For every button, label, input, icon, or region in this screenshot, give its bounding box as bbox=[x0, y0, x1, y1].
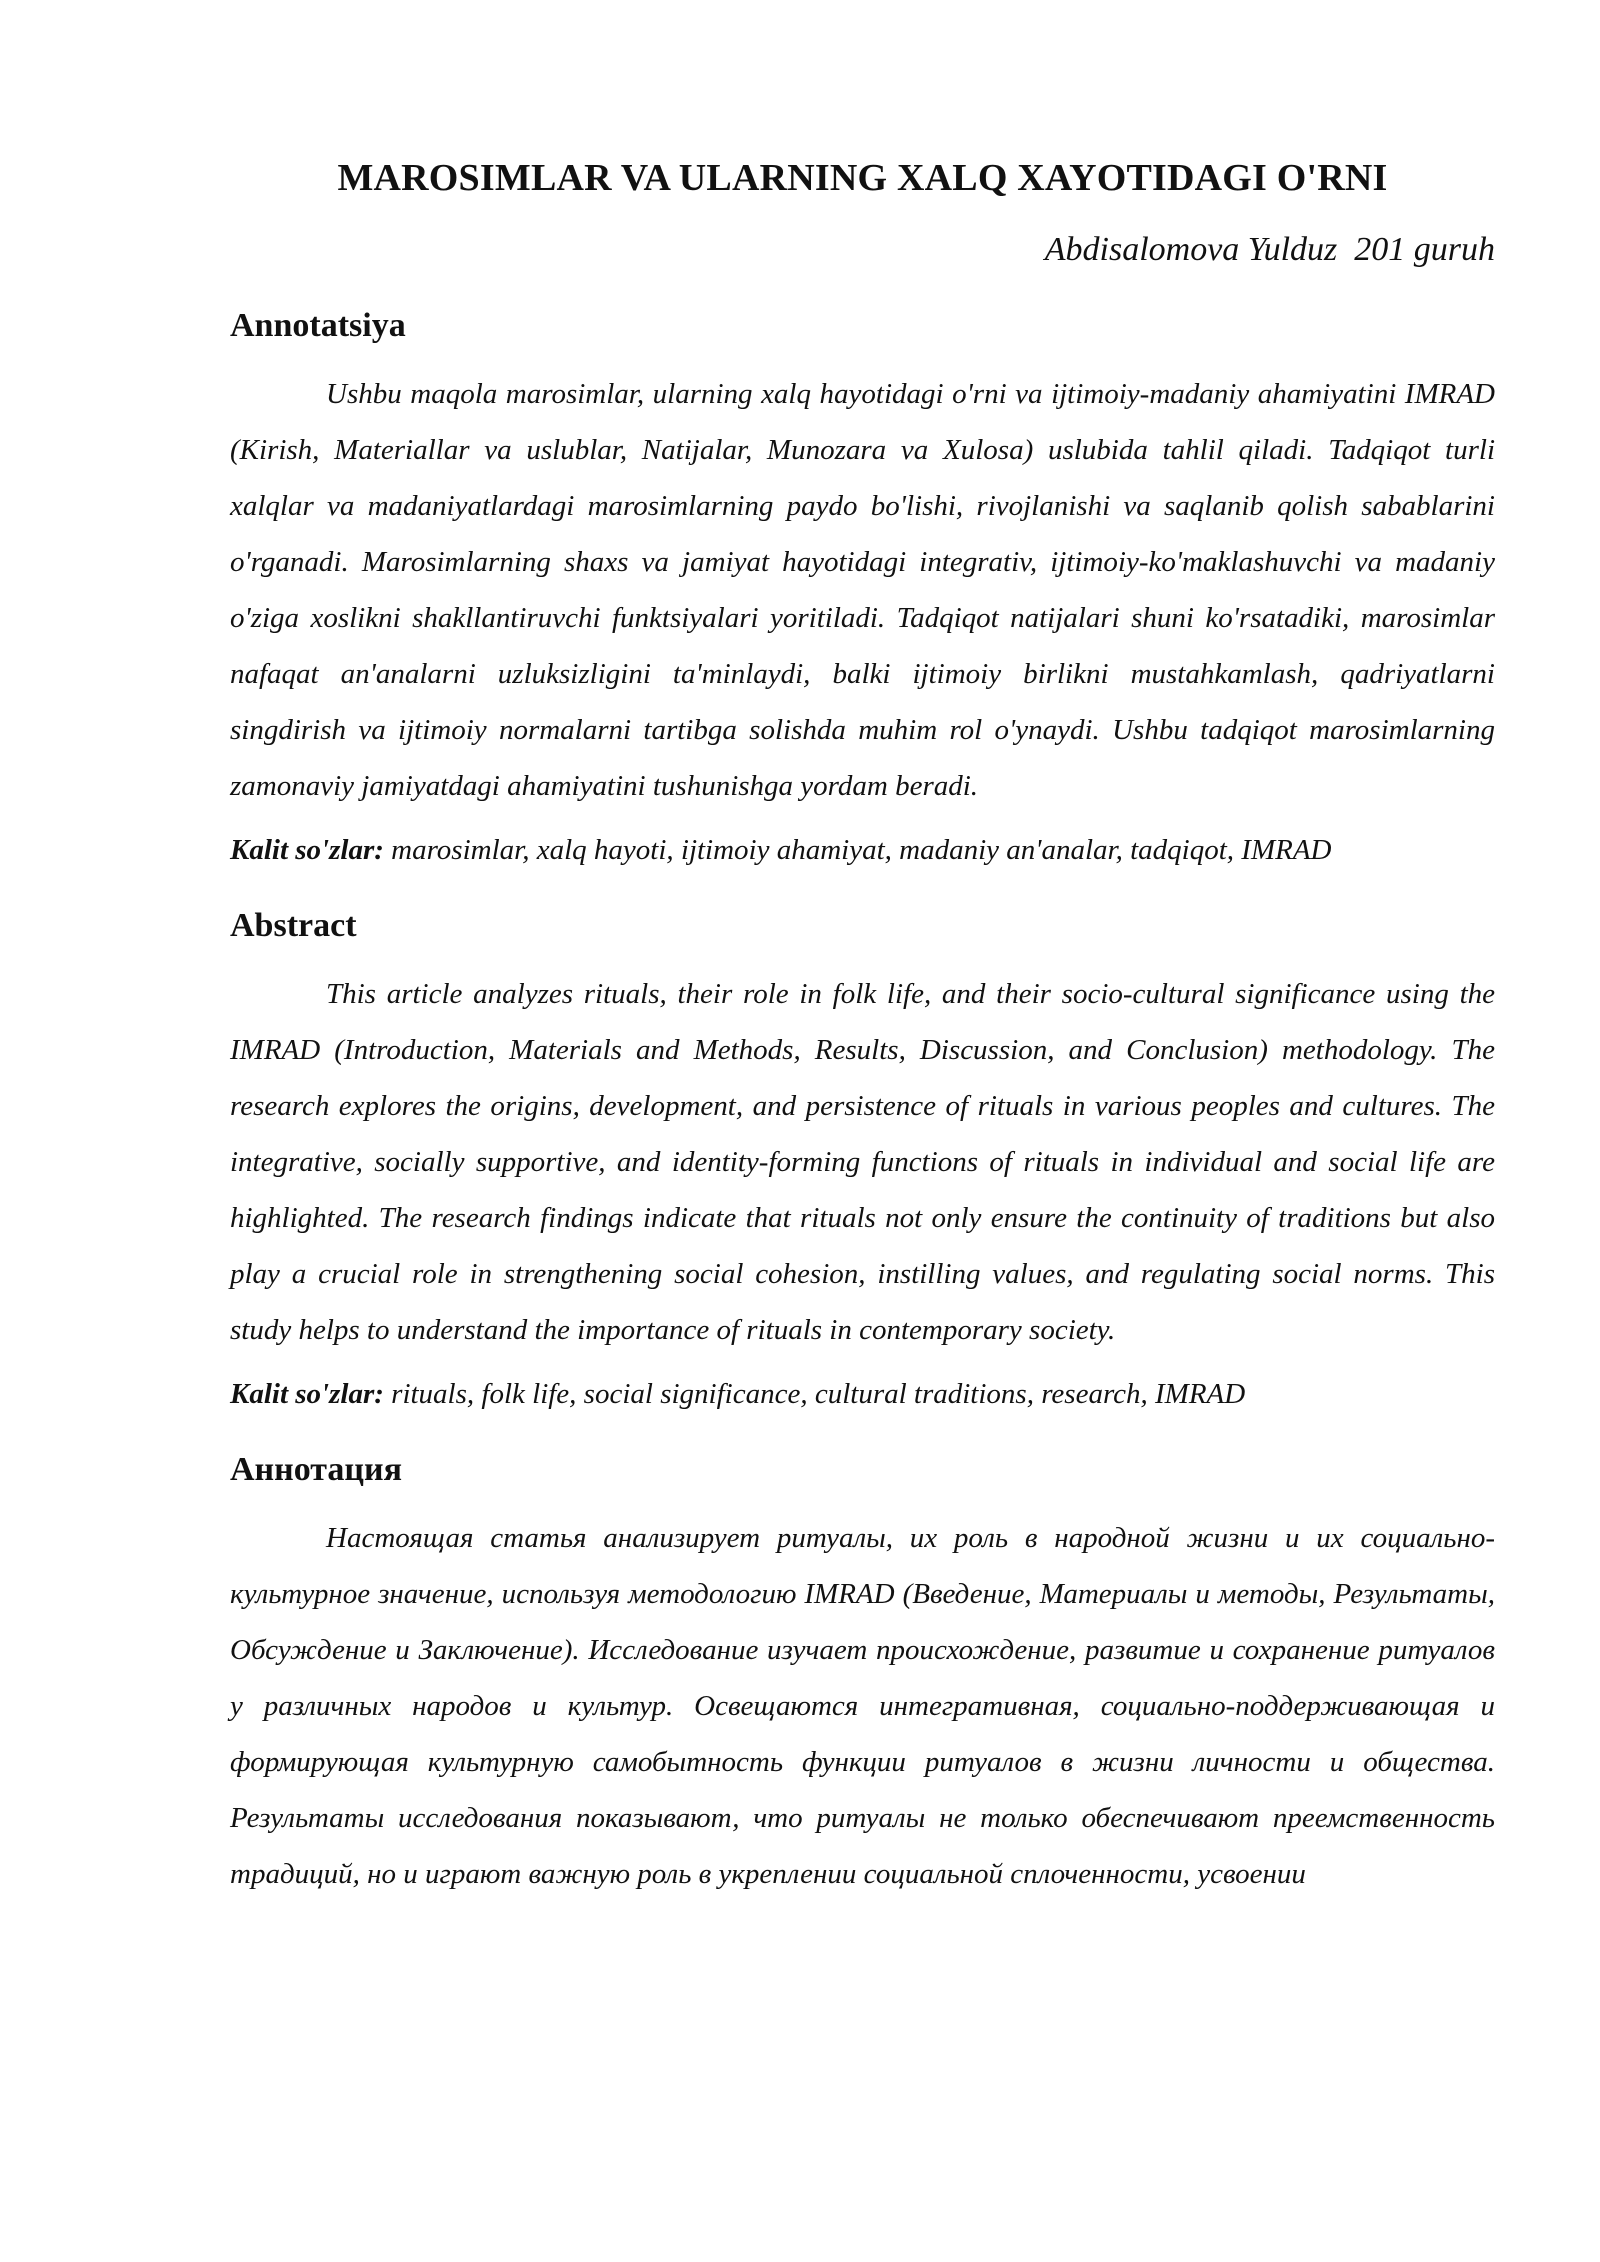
keywords-label: Kalit so'zlar: bbox=[230, 1378, 384, 1410]
section-heading: Annotatsiya bbox=[230, 307, 406, 344]
section-abstract bbox=[230, 902, 1495, 1418]
section-heading: Abstract bbox=[230, 907, 357, 944]
keywords-text: marosimlar, xalq hayoti, ijtimoiy ahamiyat, madaniy an'analar, tadqiqot, IMRAD bbox=[383, 834, 1332, 866]
keywords-text: rituals, folk life, social significance, cultural traditions, research, IMRAD bbox=[383, 1378, 1246, 1410]
section-heading: Аннотация bbox=[230, 1451, 402, 1488]
article-title: MAROSIMLAR VA ULARNING XALQ XAYOTIDAGI O'RNI bbox=[337, 157, 1388, 199]
section-paragraph: Настоящая статья анализирует ритуалы, их роль в народной жизни и их социально-культурное значение, используя методологию IMRAD (Введение, Материалы и методы, Результаты, Обсуждение и Заключение). Исследование изучает происхождение, развитие и сохранение ритуалов у различных народов и культур. Освещаются интегративная, социально-поддерживающая и формирующая культурную самобытность функции ритуалов в жизни личности и общества. Результаты исследования показывают, что ритуалы не только обеспечивают преемственность традиций, но и играют важную роль в укреплении социальной сплоченности, усвоении bbox=[230, 1522, 1495, 1890]
keywords-line bbox=[230, 826, 1495, 874]
section-annotatsiya-ru bbox=[230, 1446, 1495, 1902]
keywords-label: Kalit so'zlar: bbox=[230, 834, 384, 866]
section-paragraph: This article analyzes rituals, their role in folk life, and their socio-cultural significance using the IMRAD (Introduction, Materials and Methods, Results, Discussion, and Conclusion) methodology. The research explores the origins, development, and persistence of rituals in various peoples and cultures. The integrative, socially supportive, and identity-forming functions of rituals in individual and social life are highlighted. The research findings indicate that rituals not only ensure the continuity of traditions but also play a crucial role in strengthening social cohesion, instilling values, and regulating social norms. This study helps to understand the importance of rituals in contemporary society. bbox=[230, 978, 1495, 1346]
section-annotatsiya bbox=[230, 302, 1495, 874]
author-line: Abdisalomova Yulduz 201 guruh bbox=[1044, 231, 1495, 268]
keywords-line bbox=[230, 1370, 1495, 1418]
document-page bbox=[230, 150, 1495, 1902]
section-paragraph: Ushbu maqola marosimlar, ularning xalq hayotidagi o'rni va ijtimoiy-madaniy ahamiyatini IMRAD (Kirish, Materiallar va uslublar, Natijalar, Munozara va Xulosa) uslubida tahlil qiladi. Tadqiqot turli xalqlar va madaniyatlardagi marosimlarning paydo bo'lishi, rivojlanishi va saqlanib qolish sabablarini o'rganadi. Marosimlarning shaxs va jamiyat hayotidagi integrativ, ijtimoiy-ko'maklashuvchi va madaniy o'ziga xoslikni shakllantiruvchi funktsiyalari yoritiladi. Tadqiqot natijalari shuni ko'rsatadiki, marosimlar nafaqat an'analarni uzluksizligini ta'minlaydi, balki ijtimoiy birlikni mustahkamlash, qadriyatlarni singdirish va ijtimoiy normalarni tartibga solishda muhim rol o'ynaydi. Ushbu tadqiqot marosimlarning zamonaviy jamiyatdagi ahamiyatini tushunishga yordam beradi. bbox=[230, 378, 1495, 802]
